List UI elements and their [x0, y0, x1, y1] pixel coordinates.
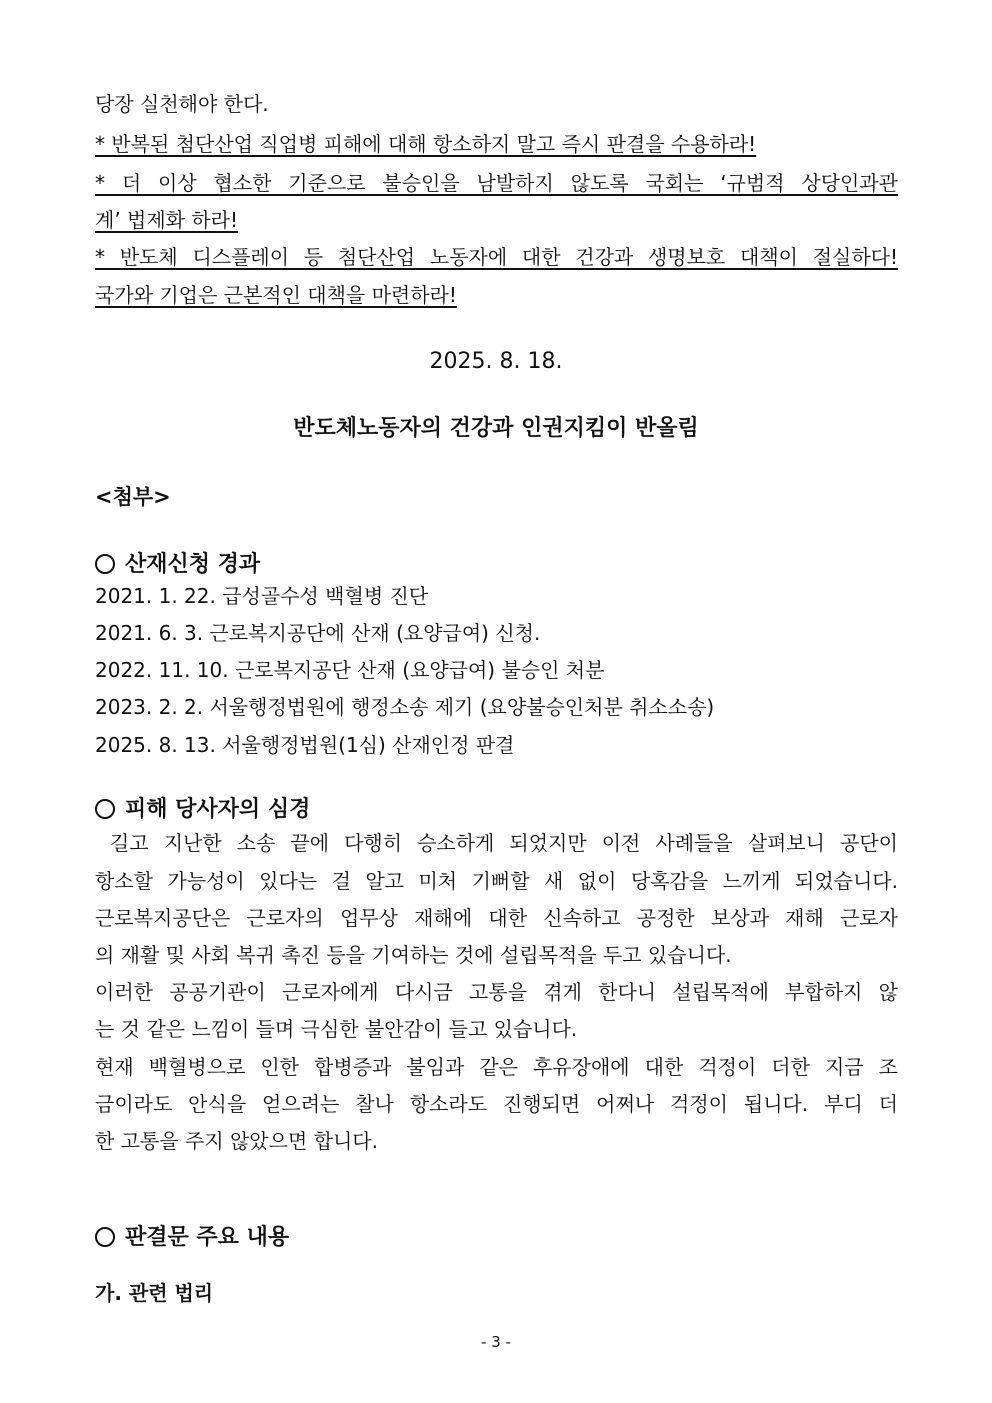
demand-2-cont: 계’ 법제화 하라! [95, 208, 239, 232]
section-heading-judgment [95, 1223, 898, 1253]
history-item: 2022. 11. 10. 근로복지공단 산재 (요양급여) 불승인 처분 [95, 658, 605, 682]
section-heading-application-history [95, 550, 898, 580]
circle-bullet-icon [95, 554, 115, 574]
statement-line: 의 재활 및 사회 복귀 촉진 등을 기여하는 것에 설립목적을 두고 있습니다. [95, 943, 732, 967]
history-item: 2025. 8. 13. 서울행정법원(1심) 산재인정 판결 [95, 733, 515, 757]
history-item: 2023. 2. 2. 서울행정법원에 행정소송 제기 (요양불승인처분 취소소송) [95, 695, 715, 719]
section-title: 산재신청 경과 [125, 552, 261, 577]
demand-1: * 반복된 첨단산업 직업병 피해에 대해 항소하지 말고 즉시 판결을 수용하라! [95, 132, 757, 156]
statement-line: 이러한 공공기관이 근로자에게 다시금 고통을 겪게 한다니 설립목적에 부합하지 않 [95, 980, 898, 1004]
statement-line: 항소할 가능성이 있다는 걸 알고 미처 기뻐할 새 없이 당혹감을 느끼게 되었습니다. [95, 869, 898, 893]
intro-tail: 당장 실천해야 한다. [95, 92, 269, 116]
demand-2: * 더 이상 협소한 기준으로 불승인을 남발하지 않도록 국회는 ‘규범적 상당인과관 [95, 171, 898, 195]
attachment-label: <첨부> [95, 485, 171, 509]
circle-bullet-icon [95, 799, 115, 819]
section-heading-victim-statement [95, 795, 898, 825]
demand-3-cont: 국가와 기업은 근본적인 대책을 마련하라! [95, 283, 457, 307]
page-number: - 3 - [481, 1333, 511, 1351]
statement-line: 한 고통을 주지 않았으면 합니다. [95, 1129, 378, 1153]
statement-date: 2025. 8. 18. [429, 349, 563, 374]
demand-3: * 반도체 디스플레이 등 첨단산업 노동자에 대한 건강과 생명보호 대책이 절실하다! [95, 245, 898, 269]
statement-line: 길고 지난한 소송 끝에 다행히 승소하게 되었지만 이전 사례들을 살펴보니 공단이 [95, 831, 898, 855]
section-title: 피해 당사자의 심경 [125, 797, 311, 822]
history-item: 2021. 1. 22. 급성골수성 백혈병 진단 [95, 584, 429, 608]
subheading-legal-principles: 가. 관련 법리 [95, 1281, 214, 1305]
section-title: 판결문 주요 내용 [125, 1225, 290, 1250]
circle-bullet-icon [95, 1227, 115, 1247]
history-item: 2021. 6. 3. 근로복지공단에 산재 (요양급여) 신청. [95, 621, 541, 645]
statement-line: 는 것 같은 느낌이 들며 극심한 불안감이 들고 있습니다. [95, 1017, 578, 1041]
statement-line: 근로복지공단은 근로자의 업무상 재해에 대한 신속하고 공정한 보상과 재해 근로자 [95, 906, 898, 930]
statement-line: 금이라도 안식을 얻으려는 찰나 항소라도 진행되면 어쩌나 걱정이 됩니다. 부디 더 [95, 1092, 898, 1116]
organization-name: 반도체노동자의 건강과 인권지킴이 반올림 [293, 416, 699, 441]
statement-line: 현재 백혈병으로 인한 합병증과 불임과 같은 후유장애에 대한 걱정이 더한 지금 조 [95, 1055, 898, 1079]
